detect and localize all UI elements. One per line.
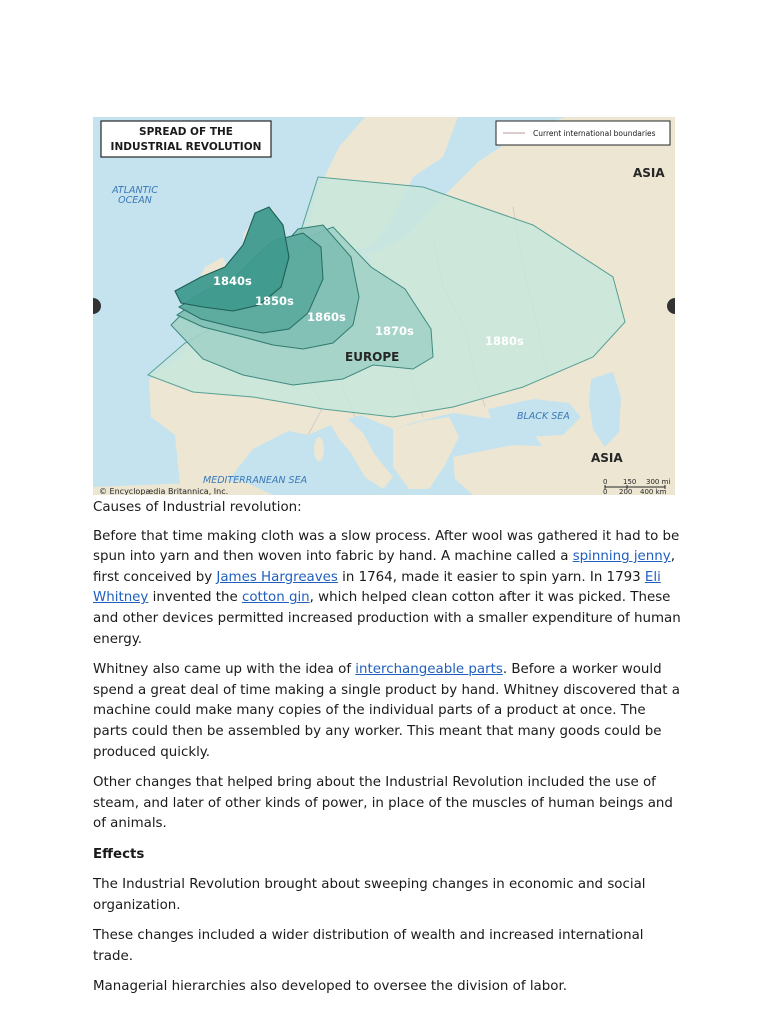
map-title-box — [101, 121, 271, 157]
scale-zero-bottom: 0 — [603, 488, 608, 495]
map-title-line1: SPREAD OF THE — [139, 126, 233, 138]
map-credit: © Encyclopædia Britannica, Inc. — [99, 487, 229, 495]
industrial-revolution-map — [93, 117, 675, 495]
land-sardinia — [314, 437, 324, 461]
link-interchangeable-parts[interactable]: interchangeable parts — [355, 662, 503, 678]
asia-label-top: ASIA — [633, 166, 665, 180]
scale-zero-top: 0 — [603, 478, 608, 486]
decade-label-1860s: 1860s — [307, 310, 346, 324]
legend-label: Current international boundaries — [533, 129, 656, 138]
mediterranean-label: MEDITERRANEAN SEA — [203, 475, 308, 486]
paragraph-causes-text-3: in 1764, made it easier to spin yarn. In 1793 — [337, 569, 645, 585]
paragraph-causes-text-4: invented the — [148, 590, 242, 606]
link-eli-whitney[interactable]: Eli Whitney — [93, 569, 661, 606]
document-body — [93, 498, 683, 1008]
paragraph-parts-text-2: . Before a worker would spend a great deal of time making a single product by hand. Whitney discovered that a machine could make many copies of the individual parts of a product at once. The parts could then be assembled by any worker. This meant that many goods could be produced quickly. — [93, 662, 681, 760]
map-caption: Causes of Industrial revolution: — [93, 500, 302, 515]
europe-label: EUROPE — [345, 350, 400, 364]
link-james-hargreaves[interactable]: James Hargreaves — [216, 569, 338, 585]
scale-tick1-top: 150 — [623, 478, 637, 486]
paragraph-causes-text-5: , which helped clean cotton after it was picked. These and other devices permitted increased production with a smaller expenditure of human energy. — [93, 590, 681, 647]
paragraph-causes-text-1: Before that time making cloth was a slow process. After wool was gathered it had to be spun into yarn and then woven into fabric by hand. A machine called a — [93, 528, 680, 565]
asia-label-bottom: ASIA — [591, 451, 623, 465]
map-title-line2: INDUSTRIAL REVOLUTION — [110, 141, 262, 153]
scale-tick2-top: 300 mi — [646, 478, 671, 486]
map-legend — [496, 121, 670, 145]
black-sea-label: BLACK SEA — [517, 411, 570, 422]
scale-tick2-bottom: 400 km — [640, 488, 667, 495]
scale-tick1-bottom: 200 — [619, 488, 633, 495]
decade-label-1840s: 1840s — [213, 274, 252, 288]
paragraph-causes-text-2: , first conceived by — [93, 549, 675, 585]
paragraph-effects-1: The Industrial Revolution brought about sweeping changes in economic and social organization. — [93, 876, 646, 913]
map-graphic — [93, 117, 675, 495]
atlantic-label-line1: ATLANTIC — [112, 185, 158, 196]
heading-effects: Effects — [93, 846, 145, 862]
decade-label-1870s: 1870s — [375, 324, 414, 338]
decade-label-1850s: 1850s — [255, 294, 294, 308]
paragraph-effects-3: Managerial hierarchies also developed to oversee the division of labor. — [93, 979, 567, 995]
atlantic-label-line2: OCEAN — [118, 195, 152, 206]
paragraph-causes — [93, 527, 683, 651]
link-cotton-gin[interactable]: cotton gin — [241, 590, 310, 606]
paragraph-interchangeable-parts — [93, 660, 683, 763]
paragraph-other-changes: Other changes that helped bring about the Industrial Revolution included the use of steam, and later of other kinds of power, in place of the muscles of human beings and of animals. — [93, 775, 673, 832]
paragraph-effects-2: These changes included a wider distribution of wealth and increased international trade. — [93, 928, 644, 964]
decade-label-1880s: 1880s — [485, 334, 524, 348]
paragraph-parts-text-1: Whitney also came up with the idea of — [93, 662, 356, 678]
link-spinning-jenny[interactable]: spinning jenny — [572, 549, 671, 565]
